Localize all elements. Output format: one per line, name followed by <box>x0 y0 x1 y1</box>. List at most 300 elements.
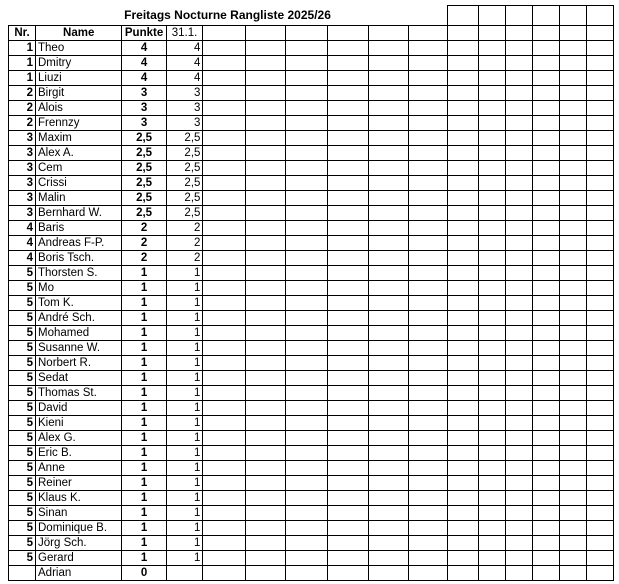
empty-cell <box>447 206 478 221</box>
empty-cell <box>285 521 327 536</box>
empty-cell <box>408 176 447 191</box>
empty-cell <box>447 476 478 491</box>
empty-cell <box>478 566 505 581</box>
empty-cell <box>447 446 478 461</box>
table-row <box>9 491 614 506</box>
empty-cell <box>505 416 532 431</box>
empty-cell <box>505 386 532 401</box>
empty-cell <box>327 191 368 206</box>
score-cell: 1 <box>166 521 203 536</box>
empty-cell <box>245 41 285 56</box>
rank-cell: 3 <box>9 131 36 146</box>
empty-cell <box>505 71 532 86</box>
empty-cell <box>245 26 285 41</box>
empty-cell <box>327 116 368 131</box>
empty-cell <box>505 161 532 176</box>
rank-cell: 5 <box>9 521 36 536</box>
rank-cell: 5 <box>9 401 36 416</box>
score-cell: 1 <box>166 386 203 401</box>
table-row <box>9 116 614 131</box>
empty-cell <box>478 251 505 266</box>
empty-cell <box>203 461 245 476</box>
empty-cell <box>586 341 613 356</box>
empty-cell <box>505 356 532 371</box>
empty-cell <box>559 566 586 581</box>
rank-cell: 5 <box>9 416 36 431</box>
empty-cell <box>447 416 478 431</box>
empty-cell <box>505 446 532 461</box>
empty-cell <box>447 41 478 56</box>
empty-cell <box>285 71 327 86</box>
empty-cell <box>559 356 586 371</box>
empty-cell <box>408 461 447 476</box>
empty-cell <box>203 191 245 206</box>
score-cell: 3 <box>166 116 203 131</box>
empty-cell <box>505 6 532 26</box>
score-cell: 2,5 <box>166 131 203 146</box>
empty-cell <box>478 221 505 236</box>
points-cell: 3 <box>122 101 166 116</box>
empty-cell <box>447 356 478 371</box>
empty-cell <box>408 356 447 371</box>
empty-cell <box>368 461 408 476</box>
empty-cell <box>203 401 245 416</box>
empty-cell <box>245 86 285 101</box>
empty-cell <box>532 446 559 461</box>
empty-cell <box>408 311 447 326</box>
empty-cell <box>505 86 532 101</box>
empty-cell <box>245 326 285 341</box>
empty-cell <box>478 26 505 41</box>
table-row <box>9 521 614 536</box>
rank-cell: 3 <box>9 161 36 176</box>
score-cell: 2,5 <box>166 191 203 206</box>
empty-cell <box>447 236 478 251</box>
score-cell: 1 <box>166 371 203 386</box>
table-row <box>9 281 614 296</box>
empty-cell <box>532 341 559 356</box>
empty-cell <box>408 416 447 431</box>
empty-cell <box>245 191 285 206</box>
score-cell: 2,5 <box>166 206 203 221</box>
empty-cell <box>408 431 447 446</box>
empty-cell <box>285 296 327 311</box>
empty-cell <box>368 131 408 146</box>
empty-cell <box>478 146 505 161</box>
points-cell: 2,5 <box>122 146 166 161</box>
empty-cell <box>447 6 478 26</box>
empty-cell <box>368 326 408 341</box>
empty-cell <box>478 341 505 356</box>
rank-cell: 4 <box>9 251 36 266</box>
empty-cell <box>368 506 408 521</box>
table-row <box>9 221 614 236</box>
empty-cell <box>447 461 478 476</box>
rank-cell: 4 <box>9 221 36 236</box>
name-cell: Alois <box>36 101 122 116</box>
empty-cell <box>559 131 586 146</box>
empty-cell <box>447 176 478 191</box>
empty-cell <box>532 296 559 311</box>
empty-cell <box>327 266 368 281</box>
empty-cell <box>478 266 505 281</box>
empty-cell <box>586 266 613 281</box>
empty-cell <box>532 416 559 431</box>
empty-cell <box>245 551 285 566</box>
points-cell: 1 <box>122 536 166 551</box>
empty-cell <box>368 476 408 491</box>
score-cell: 4 <box>166 56 203 71</box>
empty-cell <box>368 176 408 191</box>
empty-cell <box>532 491 559 506</box>
table-row <box>9 431 614 446</box>
empty-cell <box>368 71 408 86</box>
empty-cell <box>408 71 447 86</box>
empty-cell <box>245 176 285 191</box>
empty-cell <box>327 401 368 416</box>
empty-cell <box>285 86 327 101</box>
empty-cell <box>505 131 532 146</box>
empty-cell <box>505 116 532 131</box>
empty-cell <box>586 56 613 71</box>
empty-cell <box>478 431 505 446</box>
empty-cell <box>532 506 559 521</box>
empty-cell <box>586 431 613 446</box>
empty-cell <box>245 296 285 311</box>
empty-cell <box>327 311 368 326</box>
points-cell: 1 <box>122 266 166 281</box>
empty-cell <box>559 491 586 506</box>
empty-cell <box>408 116 447 131</box>
rank-cell: 5 <box>9 491 36 506</box>
name-cell: Klaus K. <box>36 491 122 506</box>
empty-cell <box>559 41 586 56</box>
table-row <box>9 101 614 116</box>
empty-cell <box>327 296 368 311</box>
empty-cell <box>368 446 408 461</box>
table-row <box>9 86 614 101</box>
score-cell: 4 <box>166 71 203 86</box>
score-cell: 3 <box>166 101 203 116</box>
empty-cell <box>447 56 478 71</box>
name-cell: Andreas F-P. <box>36 236 122 251</box>
empty-cell <box>478 236 505 251</box>
empty-cell <box>327 431 368 446</box>
empty-cell <box>505 296 532 311</box>
points-cell: 1 <box>122 296 166 311</box>
table-row <box>9 191 614 206</box>
empty-cell <box>478 116 505 131</box>
points-cell: 1 <box>122 341 166 356</box>
empty-cell <box>245 311 285 326</box>
score-cell: 1 <box>166 296 203 311</box>
table-row <box>9 446 614 461</box>
empty-cell <box>245 206 285 221</box>
empty-cell <box>285 341 327 356</box>
empty-cell <box>327 521 368 536</box>
rank-cell: 5 <box>9 506 36 521</box>
empty-cell <box>408 26 447 41</box>
empty-cell <box>559 416 586 431</box>
empty-cell <box>245 401 285 416</box>
name-cell: Eric B. <box>36 446 122 461</box>
table-row <box>9 326 614 341</box>
empty-cell <box>478 56 505 71</box>
empty-cell <box>327 341 368 356</box>
score-cell: 2 <box>166 236 203 251</box>
empty-cell <box>285 251 327 266</box>
rank-cell: 1 <box>9 71 36 86</box>
empty-cell <box>285 131 327 146</box>
empty-cell <box>559 221 586 236</box>
empty-cell <box>586 281 613 296</box>
name-cell: Mohamed <box>36 326 122 341</box>
header-points: Punkte <box>122 26 166 41</box>
empty-cell <box>447 326 478 341</box>
empty-cell <box>368 56 408 71</box>
name-cell: Liuzi <box>36 71 122 86</box>
empty-cell <box>447 116 478 131</box>
score-cell: 2 <box>166 221 203 236</box>
empty-cell <box>203 371 245 386</box>
rank-cell: 5 <box>9 311 36 326</box>
empty-cell <box>245 386 285 401</box>
empty-cell <box>285 116 327 131</box>
empty-cell <box>532 431 559 446</box>
empty-cell <box>447 281 478 296</box>
table-row <box>9 506 614 521</box>
empty-cell <box>408 146 447 161</box>
empty-cell <box>447 536 478 551</box>
empty-cell <box>368 41 408 56</box>
empty-cell <box>478 131 505 146</box>
empty-cell <box>447 386 478 401</box>
score-cell: 1 <box>166 311 203 326</box>
empty-cell <box>285 371 327 386</box>
empty-cell <box>532 386 559 401</box>
empty-cell <box>505 26 532 41</box>
empty-cell <box>408 491 447 506</box>
empty-cell <box>408 251 447 266</box>
empty-cell <box>368 566 408 581</box>
table-row <box>9 566 614 581</box>
empty-cell <box>586 161 613 176</box>
empty-cell <box>285 56 327 71</box>
empty-cell <box>559 56 586 71</box>
rank-cell: 3 <box>9 176 36 191</box>
name-cell: Frennzy <box>36 116 122 131</box>
empty-cell <box>327 446 368 461</box>
empty-cell <box>447 101 478 116</box>
sheet-title: Freitags Nocturne Rangliste 2025/26 <box>9 6 448 26</box>
score-cell: 1 <box>166 416 203 431</box>
empty-cell <box>532 371 559 386</box>
empty-cell <box>447 551 478 566</box>
empty-cell <box>408 506 447 521</box>
empty-cell <box>586 116 613 131</box>
empty-cell <box>245 356 285 371</box>
empty-cell <box>327 146 368 161</box>
empty-cell <box>505 326 532 341</box>
points-cell: 1 <box>122 551 166 566</box>
score-cell: 2,5 <box>166 146 203 161</box>
empty-cell <box>505 566 532 581</box>
empty-cell <box>447 401 478 416</box>
points-cell: 1 <box>122 416 166 431</box>
empty-cell <box>245 476 285 491</box>
empty-cell <box>532 401 559 416</box>
empty-cell <box>586 401 613 416</box>
empty-cell <box>505 146 532 161</box>
empty-cell <box>285 41 327 56</box>
empty-cell <box>285 566 327 581</box>
points-cell: 1 <box>122 311 166 326</box>
empty-cell <box>408 221 447 236</box>
rank-cell: 5 <box>9 356 36 371</box>
empty-cell <box>478 476 505 491</box>
empty-cell <box>327 476 368 491</box>
empty-cell <box>586 296 613 311</box>
empty-cell <box>368 491 408 506</box>
empty-cell <box>408 401 447 416</box>
empty-cell <box>327 371 368 386</box>
empty-cell <box>327 326 368 341</box>
empty-cell <box>505 176 532 191</box>
points-cell: 2,5 <box>122 161 166 176</box>
name-cell: Adrian <box>36 566 122 581</box>
score-cell: 1 <box>166 506 203 521</box>
empty-cell <box>586 86 613 101</box>
empty-cell <box>285 236 327 251</box>
empty-cell <box>327 221 368 236</box>
empty-cell <box>368 281 408 296</box>
empty-cell <box>559 536 586 551</box>
score-cell: 4 <box>166 41 203 56</box>
empty-cell <box>447 221 478 236</box>
empty-cell <box>559 161 586 176</box>
empty-cell <box>285 491 327 506</box>
empty-cell <box>368 356 408 371</box>
table-row <box>9 251 614 266</box>
empty-cell <box>285 476 327 491</box>
rank-cell: 5 <box>9 326 36 341</box>
rank-cell: 1 <box>9 56 36 71</box>
empty-cell <box>368 341 408 356</box>
empty-cell <box>559 371 586 386</box>
header-name: Name <box>36 26 122 41</box>
empty-cell <box>368 206 408 221</box>
name-cell: Sinan <box>36 506 122 521</box>
empty-cell <box>203 566 245 581</box>
empty-cell <box>505 206 532 221</box>
empty-cell <box>505 476 532 491</box>
empty-cell <box>505 251 532 266</box>
empty-cell <box>327 491 368 506</box>
rank-cell: 5 <box>9 296 36 311</box>
empty-cell <box>478 446 505 461</box>
empty-cell <box>245 446 285 461</box>
empty-cell <box>559 116 586 131</box>
empty-cell <box>478 161 505 176</box>
empty-cell <box>559 401 586 416</box>
empty-cell <box>203 101 245 116</box>
empty-cell <box>447 161 478 176</box>
empty-cell <box>532 551 559 566</box>
empty-cell <box>203 266 245 281</box>
empty-cell <box>586 131 613 146</box>
empty-cell <box>368 191 408 206</box>
points-cell: 1 <box>122 356 166 371</box>
empty-cell <box>327 251 368 266</box>
empty-cell <box>408 536 447 551</box>
empty-cell <box>368 416 408 431</box>
table-row <box>9 146 614 161</box>
empty-cell <box>245 101 285 116</box>
score-cell <box>166 566 203 581</box>
empty-cell <box>505 221 532 236</box>
name-cell: Maxim <box>36 131 122 146</box>
empty-cell <box>285 266 327 281</box>
empty-cell <box>203 446 245 461</box>
empty-cell <box>478 491 505 506</box>
empty-cell <box>505 461 532 476</box>
name-cell: Tom K. <box>36 296 122 311</box>
table-row <box>9 266 614 281</box>
empty-cell <box>368 296 408 311</box>
table-row <box>9 386 614 401</box>
empty-cell <box>368 401 408 416</box>
empty-cell <box>478 41 505 56</box>
empty-cell <box>285 101 327 116</box>
empty-cell <box>478 521 505 536</box>
empty-cell <box>586 356 613 371</box>
empty-cell <box>327 461 368 476</box>
empty-cell <box>478 71 505 86</box>
empty-cell <box>408 206 447 221</box>
empty-cell <box>532 86 559 101</box>
empty-cell <box>559 431 586 446</box>
empty-cell <box>586 191 613 206</box>
empty-cell <box>586 311 613 326</box>
empty-cell <box>408 56 447 71</box>
empty-cell <box>586 176 613 191</box>
empty-cell <box>559 101 586 116</box>
name-cell: Malin <box>36 191 122 206</box>
empty-cell <box>505 431 532 446</box>
empty-cell <box>408 101 447 116</box>
empty-cell <box>447 521 478 536</box>
score-cell: 1 <box>166 551 203 566</box>
empty-cell <box>327 26 368 41</box>
empty-cell <box>245 521 285 536</box>
empty-cell <box>586 71 613 86</box>
empty-cell <box>327 86 368 101</box>
score-cell: 1 <box>166 266 203 281</box>
empty-cell <box>408 386 447 401</box>
empty-cell <box>447 266 478 281</box>
points-cell: 2 <box>122 221 166 236</box>
points-cell: 4 <box>122 56 166 71</box>
points-cell: 4 <box>122 41 166 56</box>
empty-cell <box>245 461 285 476</box>
empty-cell <box>505 101 532 116</box>
empty-cell <box>532 566 559 581</box>
empty-cell <box>586 236 613 251</box>
empty-cell <box>586 146 613 161</box>
empty-cell <box>478 86 505 101</box>
empty-cell <box>447 86 478 101</box>
empty-cell <box>408 236 447 251</box>
